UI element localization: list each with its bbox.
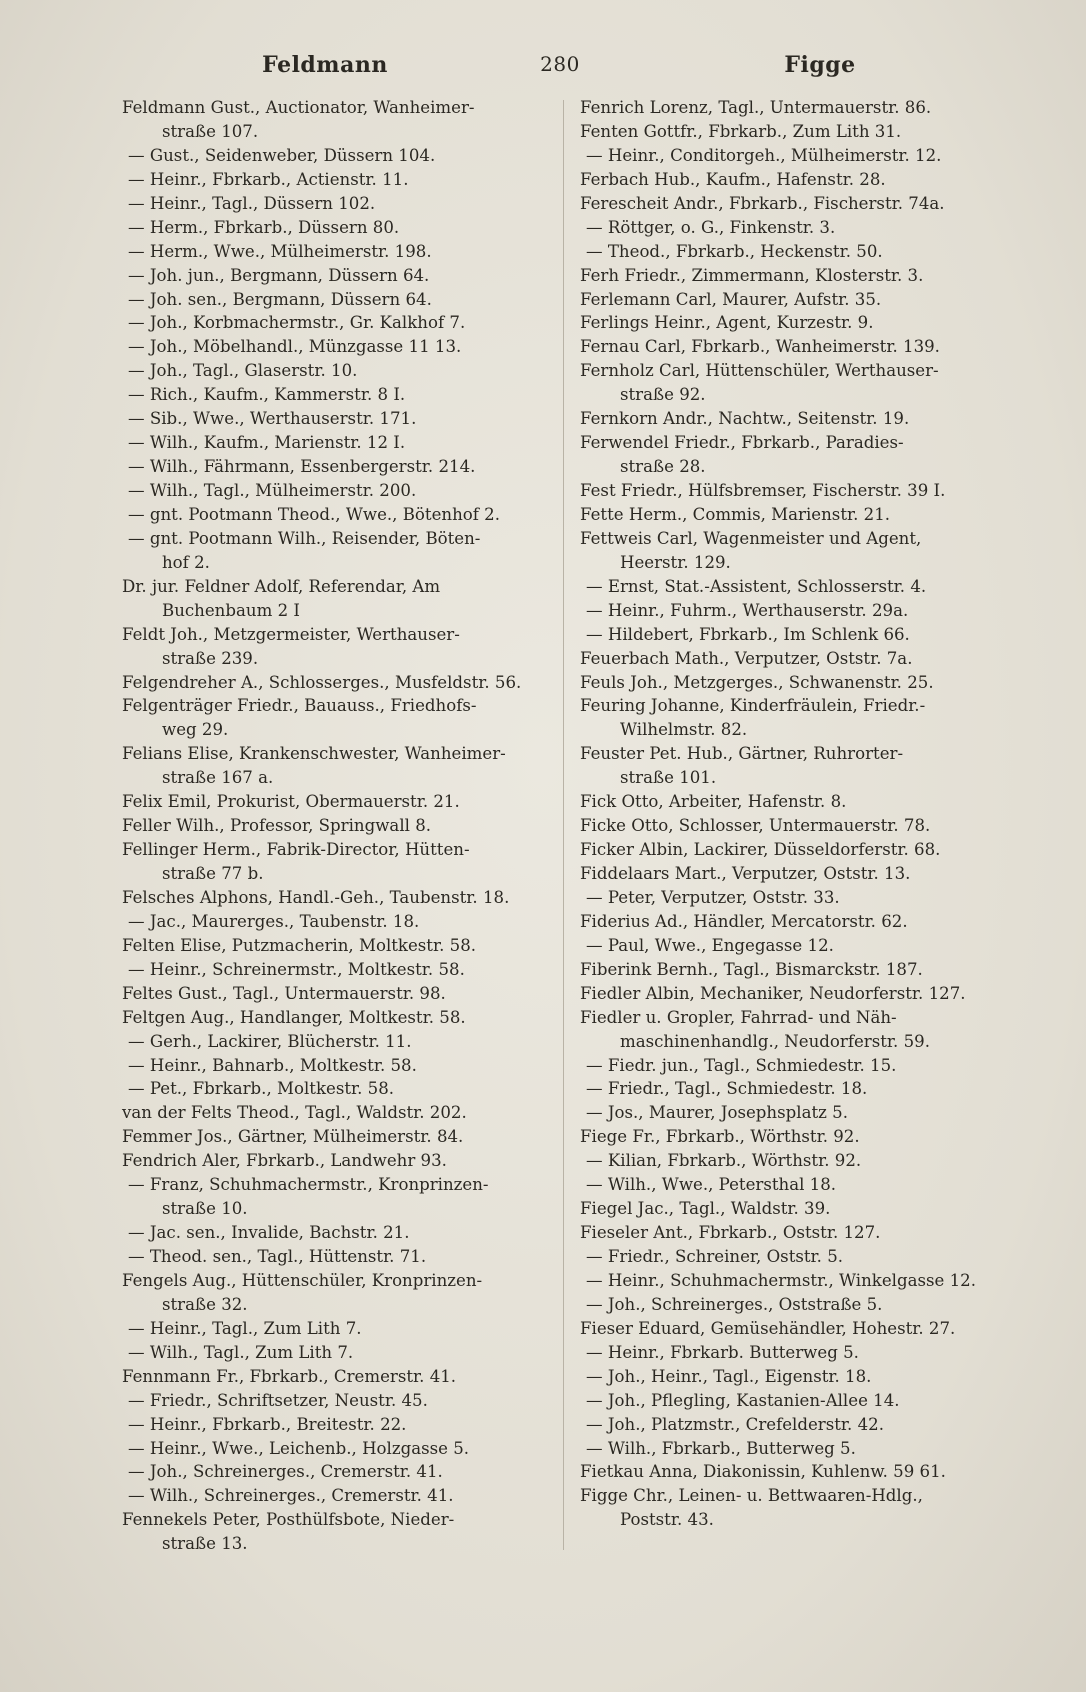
entry-line: Femmer Jos., Gärtner, Mülheimerstr. 84. — [122, 1127, 464, 1147]
entry-line: — gnt. Pootmann Wilh., Reisender, Böten- — [128, 528, 481, 548]
directory-entry — [580, 264, 1025, 288]
directory-entry — [580, 1293, 1025, 1317]
entry-line: Feller Wilh., Professor, Springwall 8. — [122, 816, 432, 836]
directory-entry — [122, 503, 552, 527]
entry-continuation-line: Wilhelmstr. 82. — [620, 720, 748, 740]
directory-entry — [122, 1173, 552, 1221]
directory-entry — [122, 383, 552, 407]
entry-line: — Wilh., Kaufm., Marienstr. 12 I. — [128, 433, 406, 453]
entry-line: — Heinr., Bahnarb., Moltkestr. 58. — [128, 1055, 417, 1075]
directory-entry — [580, 1317, 1025, 1341]
entry-line: Felgendreher A., Schlosserges., Musfeldstr. 56. — [122, 672, 522, 692]
directory-entry — [580, 120, 1025, 144]
directory-entry — [580, 527, 1025, 575]
directory-entry — [580, 503, 1025, 527]
directory-entry — [580, 168, 1025, 192]
entry-line: — Wilh., Tagl., Zum Lith 7. — [128, 1342, 354, 1362]
entry-line: — Joh., Schreinerges., Cremerstr. 41. — [128, 1462, 443, 1482]
directory-entry — [122, 1341, 552, 1365]
directory-entry — [580, 431, 1025, 479]
entry-line: — Gerh., Lackirer, Blücherstr. 11. — [128, 1031, 412, 1051]
entry-line: Felsches Alphons, Handl.-Geh., Taubenstr. 18. — [122, 887, 510, 907]
entry-line: Fellinger Herm., Fabrik-Director, Hütten- — [122, 840, 470, 860]
directory-entry — [580, 1341, 1025, 1365]
entry-line: Fernau Carl, Fbrkarb., Wanheimerstr. 139. — [580, 337, 940, 357]
directory-entry — [122, 1413, 552, 1437]
entry-continuation-line: straße 10. — [162, 1199, 248, 1219]
entry-line: — Heinr., Wwe., Leichenb., Holzgasse 5. — [128, 1438, 470, 1458]
directory-entry — [580, 599, 1025, 623]
entry-line: Fiddelaars Mart., Verputzer, Oststr. 13. — [580, 864, 911, 883]
entry-line: Feldt Joh., Metzgermeister, Werthauser- — [122, 624, 460, 644]
directory-entry — [122, 335, 552, 359]
directory-entry — [580, 790, 1025, 814]
directory-entry — [580, 862, 1025, 886]
directory-entry — [122, 1149, 552, 1173]
entry-line: Fiegel Jac., Tagl., Waldstr. 39. — [580, 1199, 831, 1219]
entry-continuation-line: Poststr. 43. — [620, 1510, 714, 1530]
directory-entry — [580, 479, 1025, 503]
entry-line: Fietkau Anna, Diakonissin, Kuhlenw. 59 61. — [580, 1462, 946, 1482]
running-head-right: Figge — [784, 52, 856, 78]
entry-line: — Heinr., Conditorgeh., Mülheimerstr. 12. — [586, 145, 942, 165]
entry-continuation-line: straße 167 a. — [162, 768, 274, 788]
entry-line: — Röttger, o. G., Finkenstr. 3. — [586, 217, 836, 237]
entry-line: Felians Elise, Krankenschwester, Wanheimer- — [122, 744, 506, 764]
entry-line: Fieser Eduard, Gemüsehändler, Hohestr. 27. — [580, 1318, 956, 1338]
directory-entry — [122, 1508, 552, 1556]
directory-entry — [580, 694, 1025, 742]
entry-line: — Ernst, Stat.-Assistent, Schlosserstr. 4. — [586, 576, 927, 596]
entry-line: — Sib., Wwe., Werthauserstr. 171. — [128, 409, 417, 429]
entry-line: Feuster Pet. Hub., Gärtner, Ruhrorter- — [580, 744, 904, 764]
entry-line: — Theod., Fbrkarb., Heckenstr. 50. — [586, 241, 883, 261]
entry-line: Felgenträger Friedr., Bauauss., Friedhofs- — [122, 696, 477, 716]
directory-entry — [122, 886, 552, 910]
entry-continuation-line: straße 32. — [162, 1294, 248, 1314]
directory-entry — [122, 311, 552, 335]
directory-entry — [122, 144, 552, 168]
directory-entry — [122, 1030, 552, 1054]
directory-entry — [122, 742, 552, 790]
entry-line: — Franz, Schuhmachermstr., Kronprinzen- — [128, 1175, 489, 1195]
entry-continuation-line: Heerstr. 129. — [620, 552, 731, 572]
directory-entry — [122, 1484, 552, 1508]
entry-line: Fenten Gottfr., Fbrkarb., Zum Lith 31. — [580, 121, 902, 141]
directory-entry — [122, 1269, 552, 1317]
directory-entry — [122, 1317, 552, 1341]
entry-line: — Joh., Platzmstr., Crefelderstr. 42. — [586, 1414, 884, 1434]
directory-entry — [122, 575, 552, 623]
entry-line: — Herm., Wwe., Mülheimerstr. 198. — [128, 241, 432, 261]
entry-line: — Heinr., Fbrkarb., Actienstr. 11. — [128, 169, 409, 189]
directory-entry — [580, 982, 1025, 1006]
directory-entry — [580, 1484, 1025, 1532]
entry-line: — Wilh., Tagl., Mülheimerstr. 200. — [128, 481, 417, 500]
entry-line: Fiedler u. Gropler, Fahrrad- und Näh- — [580, 1007, 897, 1027]
entry-line: Fernkorn Andr., Nachtw., Seitenstr. 19. — [580, 409, 910, 429]
entry-line: Fengels Aug., Hüttenschüler, Kronprinzen- — [122, 1270, 483, 1290]
entry-line: — Heinr., Fuhrm., Werthauserstr. 29a. — [586, 600, 909, 620]
entry-line: — Kilian, Fbrkarb., Wörthstr. 92. — [586, 1151, 862, 1171]
entry-line: — Pet., Fbrkarb., Moltkestr. 58. — [128, 1079, 395, 1099]
entry-line: — Herm., Fbrkarb., Düssern 80. — [128, 217, 400, 237]
entry-line: Fenrich Lorenz, Tagl., Untermauerstr. 86. — [580, 98, 932, 117]
directory-entry — [580, 886, 1025, 910]
directory-entry — [580, 216, 1025, 240]
directory-entry — [580, 671, 1025, 695]
directory-entry — [580, 1413, 1025, 1437]
entry-line: Ficker Albin, Lackirer, Düsseldorferstr. 68. — [580, 840, 941, 860]
entry-line: Ferbach Hub., Kaufm., Hafenstr. 28. — [580, 169, 886, 189]
entry-continuation-line: straße 239. — [162, 648, 259, 668]
directory-entry — [580, 647, 1025, 671]
directory-entry — [580, 623, 1025, 647]
entry-line: Figge Chr., Leinen- u. Bettwaaren-Hdlg., — [580, 1486, 923, 1506]
entry-line: — Gust., Seidenweber, Düssern 104. — [128, 145, 436, 165]
entry-line: Fernholz Carl, Hüttenschüler, Werthauser- — [580, 361, 939, 381]
directory-entry — [580, 575, 1025, 599]
entry-line: — Friedr., Tagl., Schmiedestr. 18. — [586, 1079, 868, 1099]
column-divider — [563, 100, 564, 1550]
entry-line: Fiedler Albin, Mechaniker, Neudorferstr. 127. — [580, 983, 966, 1003]
directory-entry — [580, 359, 1025, 407]
entry-continuation-line: hof 2. — [162, 552, 210, 572]
directory-entry — [122, 216, 552, 240]
entry-line: — Heinr., Tagl., Düssern 102. — [128, 193, 376, 213]
directory-entry — [580, 288, 1025, 312]
directory-entry — [580, 1269, 1025, 1293]
directory-entry — [122, 958, 552, 982]
directory-entry — [580, 934, 1025, 958]
entry-line: — Fiedr. jun., Tagl., Schmiedestr. 15. — [586, 1055, 897, 1075]
entry-line: Ferwendel Friedr., Fbrkarb., Paradies- — [580, 433, 904, 453]
entry-line: — Heinr., Tagl., Zum Lith 7. — [128, 1318, 362, 1338]
directory-entry — [122, 671, 552, 695]
directory-entry — [580, 1437, 1025, 1461]
entry-line: Fiege Fr., Fbrkarb., Wörthstr. 92. — [580, 1127, 860, 1147]
entry-line: — Hildebert, Fbrkarb., Im Schlenk 66. — [586, 624, 910, 644]
directory-entry — [580, 407, 1025, 431]
directory-entry — [580, 1006, 1025, 1054]
directory-entry — [122, 240, 552, 264]
entry-line: Fiderius Ad., Händler, Mercatorstr. 62. — [580, 911, 908, 931]
left-column — [122, 96, 552, 1556]
directory-entry — [580, 1460, 1025, 1484]
entry-line: Feltes Gust., Tagl., Untermauerstr. 98. — [122, 983, 446, 1003]
directory-entry — [580, 1054, 1025, 1078]
directory-entry — [122, 838, 552, 886]
directory-entry — [122, 694, 552, 742]
directory-entry — [580, 240, 1025, 264]
directory-entry — [580, 1101, 1025, 1125]
directory-entry — [122, 192, 552, 216]
entry-line: Feldmann Gust., Auctionator, Wanheimer- — [122, 98, 475, 117]
entry-continuation-line: straße 92. — [620, 385, 706, 405]
entry-line: — Joh., Möbelhandl., Münzgasse 11 13. — [128, 337, 462, 357]
entry-line: — Wilh., Fbrkarb., Butterweg 5. — [586, 1438, 856, 1458]
directory-entry — [122, 1054, 552, 1078]
entry-line: Fick Otto, Arbeiter, Hafenstr. 8. — [580, 792, 847, 812]
entry-line: Fendrich Aler, Fbrkarb., Landwehr 93. — [122, 1151, 447, 1171]
entry-continuation-line: straße 107. — [162, 121, 259, 141]
entry-line: — Heinr., Schuhmachermstr., Winkelgasse 12. — [586, 1270, 976, 1290]
entry-line: Felten Elise, Putzmacherin, Moltkestr. 58. — [122, 935, 477, 955]
directory-entry — [122, 934, 552, 958]
entry-continuation-line: Buchenbaum 2 I — [162, 600, 300, 620]
entry-continuation-line: straße 13. — [162, 1534, 248, 1554]
entry-line: — Wilh., Schreinerges., Cremerstr. 41. — [128, 1486, 454, 1506]
directory-entry — [122, 1437, 552, 1461]
entry-continuation-line: straße 28. — [620, 457, 706, 477]
entry-line: — Heinr., Fbrkarb. Butterweg 5. — [586, 1342, 859, 1362]
directory-entry — [122, 264, 552, 288]
directory-entry — [122, 1365, 552, 1389]
page-number: 280 — [540, 52, 580, 76]
entry-line: Ficke Otto, Schlosser, Untermauerstr. 78. — [580, 816, 931, 836]
directory-entry — [580, 742, 1025, 790]
entry-line: — Heinr., Fbrkarb., Breitestr. 22. — [128, 1414, 407, 1434]
directory-entry — [122, 790, 552, 814]
directory-entry — [580, 1221, 1025, 1245]
entry-line: — Jos., Maurer, Josephsplatz 5. — [586, 1103, 848, 1123]
entry-line: — Joh. sen., Bergmann, Düssern 64. — [128, 289, 432, 309]
directory-entry — [580, 1077, 1025, 1101]
directory-entry — [122, 1125, 552, 1149]
directory-entry — [580, 1389, 1025, 1413]
directory-entry — [122, 359, 552, 383]
directory-entry — [580, 1125, 1025, 1149]
directory-entry — [122, 455, 552, 479]
directory-entry — [580, 1245, 1025, 1269]
directory-entry — [122, 96, 552, 144]
directory-entry — [122, 407, 552, 431]
entry-line: — Joh., Schreinerges., Oststraße 5. — [586, 1294, 883, 1314]
directory-entry — [122, 982, 552, 1006]
entry-line: Feltgen Aug., Handlanger, Moltkestr. 58. — [122, 1007, 466, 1027]
directory-entry — [122, 814, 552, 838]
directory-entry — [122, 288, 552, 312]
entry-continuation-line: weg 29. — [162, 720, 229, 740]
entry-line: Ferh Friedr., Zimmermann, Klosterstr. 3. — [580, 265, 924, 285]
directory-entry — [580, 96, 1025, 120]
entry-line: — gnt. Pootmann Theod., Wwe., Bötenhof 2. — [128, 504, 501, 524]
directory-entry — [580, 335, 1025, 359]
directory-entry — [580, 910, 1025, 934]
directory-entry — [580, 311, 1025, 335]
directory-entry — [122, 479, 552, 503]
entry-line: — Heinr., Schreinermstr., Moltkestr. 58. — [128, 959, 465, 979]
directory-entry — [122, 1245, 552, 1269]
entry-line: — Peter, Verputzer, Oststr. 33. — [586, 887, 840, 907]
entry-line: — Joh., Heinr., Tagl., Eigenstr. 18. — [586, 1366, 872, 1386]
entry-line: Ferlemann Carl, Maurer, Aufstr. 35. — [580, 289, 882, 309]
entry-line: Ferlings Heinr., Agent, Kurzestr. 9. — [580, 313, 874, 333]
directory-entry — [122, 1460, 552, 1484]
entry-line: — Joh., Pflegling, Kastanien-Allee 14. — [586, 1390, 900, 1410]
entry-line: — Theod. sen., Tagl., Hüttenstr. 71. — [128, 1247, 427, 1266]
directory-entry — [580, 814, 1025, 838]
entry-line: — Friedr., Schriftsetzer, Neustr. 45. — [128, 1390, 428, 1410]
right-column — [580, 96, 1025, 1532]
directory-entry — [580, 838, 1025, 862]
entry-line: — Wilh., Wwe., Petersthal 18. — [586, 1175, 837, 1195]
entry-line: Feuls Joh., Metzgerges., Schwanenstr. 25. — [580, 672, 934, 692]
entry-line: — Paul, Wwe., Engegasse 12. — [586, 935, 834, 955]
entry-line: van der Felts Theod., Tagl., Waldstr. 202. — [122, 1103, 467, 1123]
entry-continuation-line: straße 77 b. — [162, 864, 264, 883]
entry-line: Ferescheit Andr., Fbrkarb., Fischerstr. 74a. — [580, 193, 945, 213]
directory-entry — [122, 431, 552, 455]
entry-line: Felix Emil, Prokurist, Obermauerstr. 21. — [122, 792, 460, 812]
directory-entry — [122, 1221, 552, 1245]
entry-line: — Rich., Kaufm., Kammerstr. 8 I. — [128, 385, 406, 405]
running-head-left: Feldmann — [262, 52, 388, 78]
entry-line: — Joh., Tagl., Glaserstr. 10. — [128, 361, 358, 381]
directory-entry — [580, 1197, 1025, 1221]
directory-entry — [122, 168, 552, 192]
entry-line: — Jac., Maurerges., Taubenstr. 18. — [128, 911, 420, 931]
entry-line: Fiberink Bernh., Tagl., Bismarckstr. 187. — [580, 959, 923, 979]
entry-line: — Wilh., Fährmann, Essenbergerstr. 214. — [128, 457, 476, 477]
entry-line: — Joh. jun., Bergmann, Düssern 64. — [128, 265, 430, 285]
directory-entry — [580, 144, 1025, 168]
directory-entry — [580, 192, 1025, 216]
directory-entry — [580, 958, 1025, 982]
directory-entry — [122, 1077, 552, 1101]
entry-line: — Joh., Korbmachermstr., Gr. Kalkhof 7. — [128, 313, 466, 333]
entry-line: Fettweis Carl, Wagenmeister und Agent, — [580, 528, 922, 548]
directory-entry — [580, 1173, 1025, 1197]
entry-line: Dr. jur. Feldner Adolf, Referendar, Am — [122, 576, 441, 596]
entry-line: Feuring Johanne, Kinderfräulein, Friedr.- — [580, 696, 926, 716]
directory-entry — [580, 1149, 1025, 1173]
entry-line: Fieseler Ant., Fbrkarb., Oststr. 127. — [580, 1223, 881, 1243]
directory-entry — [122, 1389, 552, 1413]
directory-entry — [122, 1101, 552, 1125]
directory-entry — [122, 1006, 552, 1030]
directory-entry — [122, 623, 552, 671]
entry-line: Fennekels Peter, Posthülfsbote, Nieder- — [122, 1510, 455, 1530]
directory-entry — [122, 910, 552, 934]
entry-line: — Friedr., Schreiner, Oststr. 5. — [586, 1247, 844, 1266]
entry-line: Fest Friedr., Hülfsbremser, Fischerstr. 39 I. — [580, 481, 946, 500]
entry-line: Fennmann Fr., Fbrkarb., Cremerstr. 41. — [122, 1366, 457, 1386]
entry-line: Fette Herm., Commis, Marienstr. 21. — [580, 504, 891, 524]
entry-continuation-line: straße 101. — [620, 768, 717, 788]
entry-line: — Jac. sen., Invalide, Bachstr. 21. — [128, 1223, 410, 1243]
directory-entry — [122, 527, 552, 575]
directory-entry — [580, 1365, 1025, 1389]
entry-continuation-line: maschinenhandlg., Neudorferstr. 59. — [620, 1031, 930, 1051]
entry-line: Feuerbach Math., Verputzer, Oststr. 7a. — [580, 648, 913, 668]
